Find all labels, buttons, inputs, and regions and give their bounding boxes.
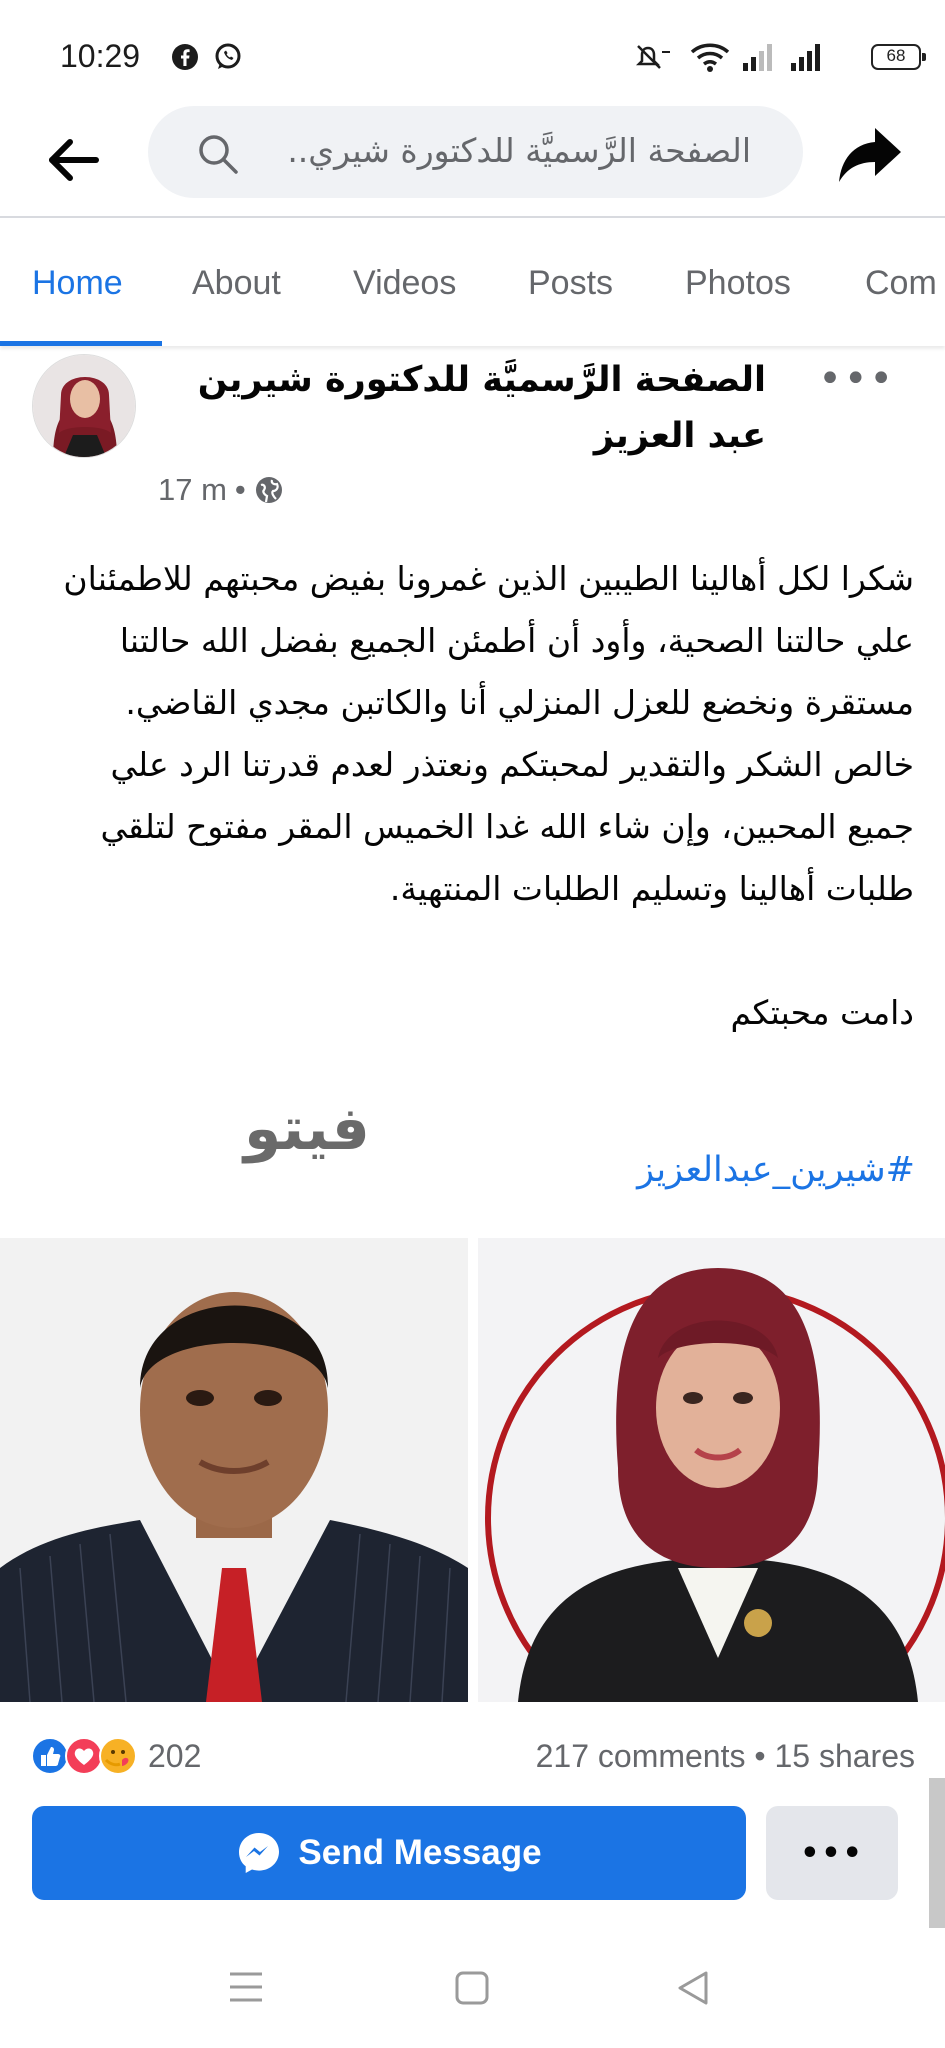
tab-community[interactable]: Com — [865, 264, 937, 302]
tab-photos[interactable]: Photos — [685, 264, 791, 302]
post-paragraph: شكرا لكل أهالينا الطيبين الذين غمرونا بفيض محبتهم للاطمئنان علي حالتنا الصحية، وأود أن أطمئن الجميع بفضل الله حالتنا مستقرة ونخضع للعزل المنزلي أنا والكاتبن مجدي القاضي. — [63, 559, 914, 722]
signal-icon — [790, 42, 824, 72]
reactions-summary[interactable] — [30, 1736, 201, 1776]
facebook-icon — [170, 42, 200, 72]
post-meta — [158, 472, 284, 508]
care-icon — [98, 1736, 138, 1776]
comments-shares-stats[interactable]: 217 comments • 15 shares — [535, 1738, 915, 1774]
search-icon — [196, 132, 240, 176]
tab-about[interactable]: About — [192, 264, 281, 302]
avatar[interactable] — [32, 354, 136, 458]
back-triangle-icon[interactable] — [676, 1970, 710, 2006]
whatsapp-icon — [213, 42, 243, 72]
send-message-button[interactable] — [32, 1806, 746, 1900]
post-paragraph — [36, 920, 914, 982]
meta-separator: • — [234, 472, 246, 507]
post-time[interactable]: 17 m — [158, 472, 227, 507]
back-button[interactable] — [44, 130, 104, 190]
system-nav-bar — [0, 1930, 945, 2048]
search-query: الصفحة الرَّسميَّة للدكتورة شيري.. — [287, 131, 751, 170]
post-paragraph: خالص الشكر والتقدير لمحبتكم ونعتذر لعدم قدرتنا الرد علي جميع المحبين، وإن شاء الله غدا الخميس المقر مفتوح لتلقي طلبات أهالينا وتسليم الطلبات المنتهية. — [100, 745, 914, 908]
menu-icon[interactable] — [228, 1970, 264, 2004]
post-photo-woman[interactable] — [478, 1238, 945, 1702]
post-author[interactable]: الصفحة الرَّسميَّة للدكتورة شيرين عبد العزيز — [197, 360, 766, 456]
arrow-left-icon — [52, 142, 96, 178]
status-bar — [0, 0, 945, 110]
wifi-icon — [690, 42, 730, 72]
scrollbar[interactable] — [929, 1778, 945, 1928]
battery-indicator: 68 — [871, 44, 921, 70]
post-paragraph: دامت محبتكم — [730, 993, 914, 1032]
hashtag-link[interactable]: #شيرين_عبدالعزيز — [637, 1150, 915, 1190]
send-message-label: Send Message — [298, 1833, 542, 1872]
tab-videos[interactable]: Videos — [353, 264, 457, 302]
post-photo-man[interactable] — [0, 1238, 468, 1702]
more-actions-button[interactable]: ••• — [766, 1806, 898, 1900]
share-arrow-icon — [839, 128, 901, 182]
watermark-logo: فيتو — [244, 1094, 370, 1164]
home-square-icon[interactable] — [454, 1970, 490, 2006]
post-body — [36, 548, 914, 1044]
globe-icon — [254, 475, 284, 505]
post-options-button[interactable]: ••• — [818, 356, 895, 402]
active-tab-indicator — [0, 341, 162, 346]
page-tabs — [0, 220, 945, 346]
top-bar — [0, 100, 945, 218]
tab-home[interactable]: Home — [32, 264, 123, 302]
messenger-icon — [236, 1830, 282, 1876]
status-time: 10:29 — [60, 38, 141, 74]
reaction-count: 202 — [148, 1737, 202, 1774]
search-box[interactable] — [148, 106, 803, 198]
share-button[interactable] — [835, 120, 905, 190]
mute-icon — [634, 42, 674, 72]
signal-icon — [742, 42, 776, 72]
tab-posts[interactable]: Posts — [528, 264, 614, 302]
